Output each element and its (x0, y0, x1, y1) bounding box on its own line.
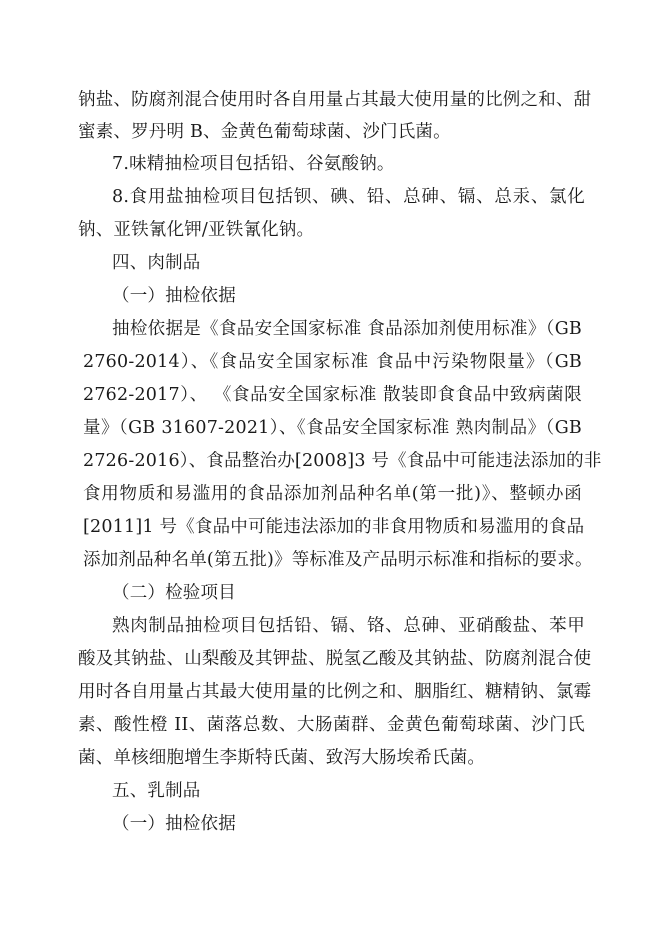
paragraph-line: 酸及其钠盐、山梨酸及其钾盐、脱氢乙酸及其钠盐、防腐剂混合使 (78, 649, 592, 669)
section-heading-meat: 四、肉制品 (112, 253, 201, 273)
paragraph-line: 蜜素、罗丹明 B、金黄色葡萄球菌、沙门氏菌。 (78, 122, 451, 142)
paragraph-line: 2760-2014）、《食品安全国家标准 食品中污染物限量》（GB (83, 352, 582, 372)
paragraph-line: 菌、单核细胞增生李斯特氏菌、致泻大肠埃希氏菌。 (78, 748, 486, 768)
section-heading-dairy: 五、乳制品 (112, 781, 201, 801)
paragraph-line: 量》（GB 31607-2021）、《食品安全国家标准 熟肉制品》（GB (83, 418, 582, 438)
paragraph-line: 熟肉制品抽检项目包括铅、镉、铬、总砷、亚硝酸盐、苯甲 (112, 616, 585, 636)
paragraph-line: 钠、亚铁氰化钾/亚铁氰化钠。 (78, 220, 315, 240)
paragraph-line: 添加剂品种名单(第五批)》等标准及产品明示标准和指标的要求。 (83, 550, 593, 570)
paragraph-line: 食用物质和易滥用的食品添加剂品种名单(第一批)》、整顿办函 (83, 484, 582, 504)
subheading-items: （二）检验项目 (112, 583, 236, 603)
list-item-7: 7.味精抽检项目包括铅、谷氨酸钠。 (112, 154, 395, 174)
subheading-basis: （一）抽检依据 (112, 814, 236, 834)
paragraph-line: 2726-2016）、食品整治办[2008]3 号《食品中可能违法添加的非 (83, 451, 602, 471)
paragraph-line: 素、酸性橙 II、菌落总数、大肠菌群、金黄色葡萄球菌、沙门氏 (78, 715, 585, 735)
paragraph-line: 抽检依据是《食品安全国家标准 食品添加剂使用标准》（GB (112, 319, 582, 339)
paragraph-line: 钠盐、防腐剂混合使用时各自用量占其最大使用量的比例之和、甜 (78, 90, 592, 110)
list-item-8: 8.食用盐抽检项目包括钡、碘、铅、总砷、镉、总汞、氯化 (112, 187, 585, 207)
paragraph-line: 用时各自用量占其最大使用量的比例之和、胭脂红、糖精钠、氯霉 (78, 682, 592, 702)
paragraph-line: 2762-2017）、 《食品安全国家标准 散装即食食品中致病菌限 (83, 385, 582, 405)
subheading-basis: （一）抽检依据 (112, 286, 236, 306)
paragraph-line: [2011]1 号《食品中可能违法添加的非食用物质和易滥用的食品 (83, 517, 585, 537)
